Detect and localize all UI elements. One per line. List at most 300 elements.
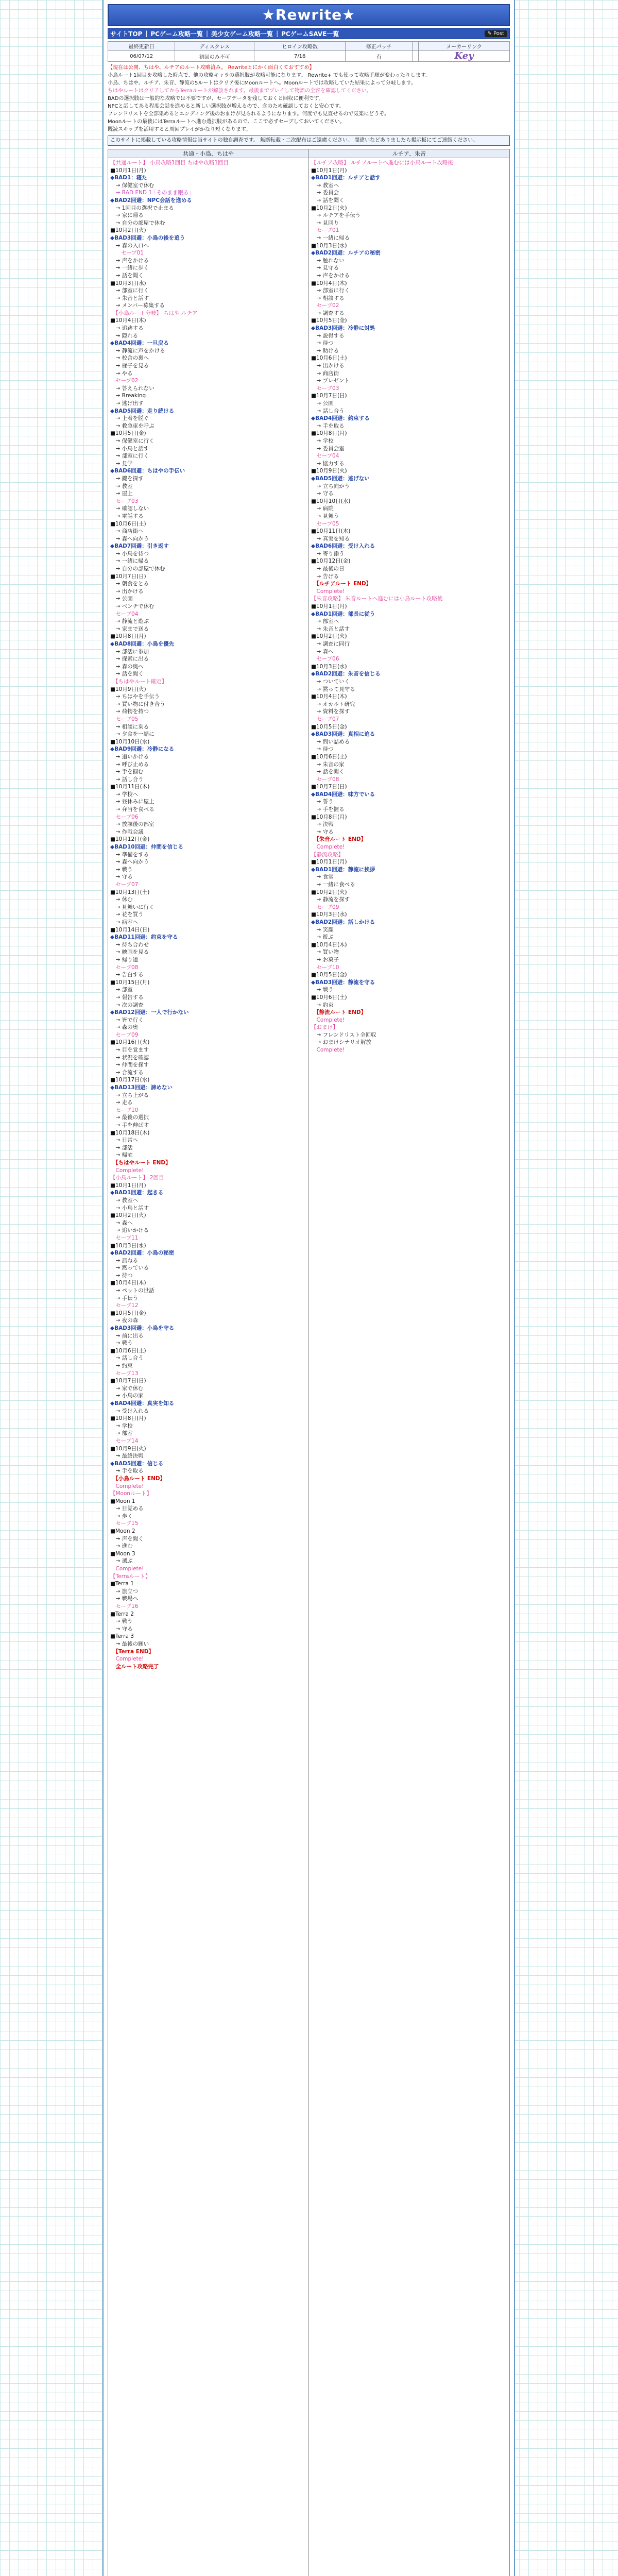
route-step: ◆BAD2回避：話しかける xyxy=(311,919,375,925)
walkthrough-line: → 部室に行く xyxy=(110,453,149,460)
meta-header: 最終更新日 xyxy=(108,42,175,51)
walkthrough-line: → 確認しない xyxy=(110,505,149,512)
date-heading: ■10月7日(日) xyxy=(311,393,347,399)
walkthrough-line: → 合流する xyxy=(110,1069,144,1076)
walkthrough-line: → 手を掴む xyxy=(110,769,144,775)
walkthrough-line: → 保健室で休む xyxy=(110,182,154,189)
walkthrough-line: → ベンチで休む xyxy=(110,603,154,610)
walkthrough-line: → BAD END 1 ｢そのまま眠る｣ xyxy=(110,190,192,196)
walkthrough-line: → 隠れる xyxy=(110,332,139,339)
route-step: ◆BAD4回避：味方でいる xyxy=(311,791,375,798)
date-heading: ■10月12日(金) xyxy=(311,558,351,565)
walkthrough-line: → 状況を確認 xyxy=(110,1054,149,1061)
game-meta-table xyxy=(108,41,510,62)
walkthrough-line: → 相談に乗る xyxy=(110,723,149,730)
walkthrough-line: → 食堂 xyxy=(311,874,334,880)
walkthrough-line: → 真実を知る xyxy=(311,535,350,542)
column-header-right: ルチア、朱音 xyxy=(309,149,510,158)
walkthrough-line: → 声を聞く xyxy=(110,1535,144,1542)
save-note: セーブ06 xyxy=(311,656,339,663)
save-note: 【共通ルート】 小鳥攻略1回目 ちはや攻略1回目 xyxy=(110,160,229,166)
date-heading: ■10月10日(水) xyxy=(311,498,351,504)
walkthrough-line: → 屋上 xyxy=(110,490,133,497)
date-heading: ■10月5日(金) xyxy=(311,723,347,730)
walkthrough-line: → 説得する xyxy=(311,332,345,339)
walkthrough-line: → 部活 xyxy=(110,1144,133,1151)
save-note: セーブ06 xyxy=(110,814,139,820)
maker-link-cell[interactable] xyxy=(419,51,510,62)
date-heading: ■10月5日(金) xyxy=(311,972,347,978)
walkthrough-line: → 話し合う xyxy=(110,1355,144,1362)
walkthrough-line: → 放課後の部室 xyxy=(110,821,154,828)
date-heading: ■10月4日(木) xyxy=(110,1280,146,1286)
walkthrough-line: 【朱音ルート END】 xyxy=(311,836,367,843)
walkthrough-line: → 協力する xyxy=(311,460,345,467)
date-heading: ■10月1日(月) xyxy=(110,1182,146,1189)
date-heading: ■Moon 2 xyxy=(110,1528,135,1535)
walkthrough-line: → 約束 xyxy=(110,1363,133,1369)
walkthrough-line: → Breaking xyxy=(110,393,146,399)
route-step: ◆BAD3回避：小鳥の後を追う xyxy=(110,234,185,241)
walkthrough-line: → 一緒に帰る xyxy=(110,558,149,565)
date-heading: ■10月3日(水) xyxy=(110,1242,146,1249)
walkthrough-line: → 家で休む xyxy=(110,1385,144,1392)
walkthrough-line: → 公園 xyxy=(311,400,334,406)
post-button[interactable]: ✎ Post xyxy=(485,30,507,37)
save-note: セーブ10 xyxy=(110,1107,139,1113)
notice-line: 小鳥ルート1回目を攻略した時点で、他の攻略キャラの選択肢が攻略可能になります。 Rewrite+ でも使って攻略手順が変わったりします。 xyxy=(108,73,431,78)
route-step: ◆BAD7回避：引き返す xyxy=(110,543,169,550)
walkthrough-line: → 待つ xyxy=(311,340,334,347)
meta-header: メーカーリンク xyxy=(419,42,510,51)
date-heading: ■10月3日(水) xyxy=(110,280,146,286)
walkthrough-line: → 弁当を食べる xyxy=(110,806,154,813)
route-step: ◆BAD9回避：冷静になる xyxy=(110,746,175,753)
walkthrough-line: → 夕食を一緒に xyxy=(110,731,154,738)
meta-header-empty xyxy=(413,42,419,51)
walkthrough-line: → 上着を脱ぐ xyxy=(110,415,149,422)
walkthrough-line: → 受け入れる xyxy=(110,1408,149,1414)
save-note: セーブ09 xyxy=(311,904,339,910)
route-step: ◆BAD6回避：受け入れる xyxy=(311,543,375,550)
save-note: 【小鳥ルート分岐】 ちはや ルチア xyxy=(110,310,198,316)
walkthrough-line: → 森へ向かう xyxy=(110,859,149,866)
walkthrough-line: → 立ち向かう xyxy=(311,483,350,489)
save-note: セーブ12 xyxy=(110,1302,139,1309)
walkthrough-line: → 立ち上がる xyxy=(110,1092,149,1098)
walkthrough-line: → 追いかける xyxy=(110,753,149,760)
walkthrough-line: → 家に帰る xyxy=(110,212,144,219)
walkthrough-line: → 小鳥と話す xyxy=(110,1205,149,1211)
left-column-list xyxy=(110,159,306,1670)
meta-value-discless: 初回のみ不可 xyxy=(175,51,254,62)
walkthrough-line: → ついていく xyxy=(311,678,350,685)
nav-link-site-top[interactable]: サイトTOP xyxy=(110,30,143,38)
date-heading: ■10月3日(水) xyxy=(311,911,347,918)
walkthrough-line: → 保健室に行く xyxy=(110,437,154,444)
walkthrough-line: → 朝食をとる xyxy=(110,581,149,587)
page-container xyxy=(102,0,515,2576)
notice-line: 既読スキップを活用すると周回プレイがかなり短くなります。 xyxy=(108,127,251,132)
save-note: 【ちはやルート確定】 xyxy=(110,678,167,685)
route-step: ◆BAD1回避：静流に挨拶 xyxy=(311,866,375,873)
walkthrough-line: → 助ける xyxy=(311,347,339,354)
walkthrough-line: → フレンドリスト全回収 xyxy=(311,1031,376,1038)
walkthrough-line: → 最後の願い xyxy=(110,1640,149,1647)
notice-line: BADの選択肢は一般的な攻略では不要ですが、セーブデータを残しておくと回収に便利です。 xyxy=(108,96,324,101)
walkthrough-line: → 森の入口へ xyxy=(110,242,149,249)
walkthrough-line: → 1回目の選択で止まる xyxy=(110,205,174,211)
walkthrough-line: → 小鳥の家 xyxy=(110,1393,144,1399)
walkthrough-line: → 声をかける xyxy=(311,272,350,279)
date-heading: ■10月11日(木) xyxy=(311,528,351,535)
walkthrough-line: → 学校へ xyxy=(110,791,139,798)
walkthrough-line: → 話を聞く xyxy=(311,769,345,775)
walkthrough-line: → 旅立つ xyxy=(110,1588,139,1595)
date-heading: ■10月10日(水) xyxy=(110,738,150,745)
route-step: ◆BAD1：寝た xyxy=(110,175,147,181)
route-step: ◆BAD3回避：小鳥を守る xyxy=(110,1325,175,1332)
walkthrough-line: → 調査する xyxy=(311,310,345,316)
walkthrough-line: → 守る xyxy=(311,828,334,835)
walkthrough-line: 全ルート攻略完了 xyxy=(110,1663,159,1670)
date-heading: ■10月4日(木) xyxy=(311,693,347,700)
save-note: Complete! xyxy=(311,588,345,595)
save-note: セーブ16 xyxy=(110,1603,139,1609)
notice-line: Moonルートの最後にはTerraルートへ進む選択肢があるので、ここで必ずセーブしておいてください。 xyxy=(108,119,345,125)
notice-line: 小鳥、ちはや、ルチア、朱音、静流の5ルートはクリア後にMoonルートへ。Moonルートでは攻略していた結果によって分岐します。 xyxy=(108,80,416,86)
walkthrough-line: → 触れない xyxy=(311,257,345,264)
save-note: セーブ02 xyxy=(110,378,139,384)
maker-logo[interactable]: Key xyxy=(454,50,474,61)
walkthrough-line: → 夜の森 xyxy=(110,1317,139,1324)
walkthrough-line: → 静流に声をかける xyxy=(110,347,165,354)
walkthrough-line: → 守る xyxy=(311,490,334,497)
nav-link-save[interactable]: PCゲームSAVE一覧 xyxy=(281,30,339,38)
walkthrough-line: → 作戦会議 xyxy=(110,828,144,835)
date-heading: ■Moon 1 xyxy=(110,1498,135,1504)
walkthrough-line: → 歩く xyxy=(110,1513,133,1519)
route-step: ◆BAD1回避：ルチアと話す xyxy=(311,175,381,181)
route-step: ◆BAD6回避：ちはやの手伝い xyxy=(110,468,185,474)
walkthrough-line: → 病室へ xyxy=(110,919,139,925)
walkthrough-line: → 遊ぶ xyxy=(311,934,334,941)
walkthrough-line: → 黙って見守る xyxy=(311,686,355,692)
walkthrough-line: → 戦う xyxy=(110,1340,133,1347)
walkthrough-line: → 決戦 xyxy=(311,821,334,828)
walkthrough-line: → 告白する xyxy=(110,972,144,978)
notice-line: フレンドリストを全部集めるとエンディング後のおまけが見られるようになります。何度でも見直せるので気楽にどうぞ。 xyxy=(108,111,390,117)
walkthrough-line: → 部室に行く xyxy=(311,287,350,294)
walkthrough-line: → 話し合う xyxy=(311,408,345,414)
walkthrough-line: → 朱音と話す xyxy=(110,295,149,301)
walkthrough-line: → 見舞いに行く xyxy=(110,904,154,910)
date-heading: ■Terra 2 xyxy=(110,1611,134,1617)
date-heading: ■Moon 3 xyxy=(110,1550,135,1557)
date-heading: ■10月14日(日) xyxy=(110,926,150,933)
walkthrough-line: 【小鳥ルート END】 xyxy=(110,1475,166,1482)
walkthrough-line: → 報告する xyxy=(110,994,144,1001)
walkthrough-line: → 森の奥へ xyxy=(110,663,144,670)
date-heading: ■10月6日(土) xyxy=(110,1347,146,1354)
walkthrough-line: → 商店街 xyxy=(311,370,339,377)
walkthrough-line: → 探索に出る xyxy=(110,656,149,663)
walkthrough-line: → 見守る xyxy=(311,265,339,272)
save-note: セーブ07 xyxy=(110,882,139,888)
route-step: ◆BAD12回避：一人で行かない xyxy=(110,1009,189,1016)
save-note: Complete! xyxy=(110,1566,144,1572)
walkthrough-line: → 森へ xyxy=(311,648,334,655)
walkthrough-line: → 自分の部屋で休む xyxy=(110,566,165,572)
date-heading: ■10月1日(月) xyxy=(311,859,347,866)
nav-separator: | xyxy=(206,30,209,37)
walkthrough-line: → やる xyxy=(110,370,133,377)
walkthrough-line: → 答えられない xyxy=(110,385,154,392)
route-step: ◆BAD10回避：仲間を信じる xyxy=(110,844,184,851)
walkthrough-line: → 委員会室 xyxy=(311,445,345,452)
save-note: セーブ01 xyxy=(110,250,144,257)
date-heading: ■10月2日(火) xyxy=(311,633,347,640)
walkthrough-line: → 朱音の家 xyxy=(311,761,345,768)
save-note: 【おまけ】 xyxy=(311,1024,338,1031)
walkthrough-line: → 黙っている xyxy=(110,1265,149,1272)
save-note: セーブ11 xyxy=(110,1234,139,1241)
save-note: セーブ01 xyxy=(311,227,339,234)
walkthrough-line: → 見舞う xyxy=(311,513,339,519)
walkthrough-line: → 校舎の裏へ xyxy=(110,355,149,362)
save-note: 【Terraルート】 xyxy=(110,1573,151,1580)
walkthrough-line: → 小鳥と話す xyxy=(110,445,149,452)
save-note: セーブ07 xyxy=(311,716,339,722)
walkthrough-line: → 最後の選択 xyxy=(110,1114,149,1121)
walkthrough-line: → 一緒に食べる xyxy=(311,882,355,888)
save-note: セーブ08 xyxy=(110,964,139,971)
save-note: 【静流攻略】 xyxy=(311,851,344,858)
walkthrough-line: → 家まで送る xyxy=(110,625,149,632)
walkthrough-line: → 逃げ出す xyxy=(110,400,144,406)
walkthrough-line: → 部室に行く xyxy=(110,287,149,294)
route-step: ◆BAD2回避：朱音を信じる xyxy=(311,671,381,677)
route-step: ◆BAD5回避：逃げない xyxy=(311,475,370,482)
save-note: セーブ02 xyxy=(311,302,339,309)
save-note: Complete! xyxy=(110,1167,144,1174)
walkthrough-line: → 森の奥 xyxy=(110,1024,139,1031)
walkthrough-line: → 笑顔 xyxy=(311,926,334,933)
route-step: ◆BAD2回避：ルチアの秘密 xyxy=(311,250,381,257)
walkthrough-line: → 約束 xyxy=(311,1002,334,1008)
save-note: 【朱音攻略】 朱音ルートへ進むには小鳥ルート攻略後 xyxy=(311,596,443,602)
walkthrough-line: → 帰宅 xyxy=(110,1152,133,1159)
date-heading: ■10月4日(木) xyxy=(311,280,347,286)
walkthrough-line: → 委員会 xyxy=(311,190,339,196)
walkthrough-line: → ペットの世話 xyxy=(110,1287,154,1294)
route-step: ◆BAD4回避：一旦戻る xyxy=(110,340,169,347)
walkthrough-line: → 待つ xyxy=(110,1272,133,1279)
route-step: ◆BAD1回避：部長に従う xyxy=(311,611,375,617)
walkthrough-line: → 出かける xyxy=(311,363,345,369)
save-note: セーブ13 xyxy=(110,1370,139,1377)
nav-link-pc-game[interactable]: PCゲーム攻略一覧 xyxy=(150,30,203,38)
walkthrough-line: → 公園 xyxy=(110,596,133,602)
meta-header: ディスクレス xyxy=(175,42,254,51)
date-heading: ■10月6日(土) xyxy=(110,520,146,527)
date-heading: ■Terra 3 xyxy=(110,1633,134,1640)
walkthrough-line: → 森へ xyxy=(110,1219,133,1226)
walkthrough-line: → 部室 xyxy=(110,1430,133,1437)
walkthrough-line: → 見回り xyxy=(311,219,339,226)
walkthrough-line: → 話し合う xyxy=(110,776,144,783)
walkthrough-line: → 次の調査 xyxy=(110,1002,144,1008)
walkthrough-line: → 走る xyxy=(110,1099,133,1106)
walkthrough-line: → 呼び止める xyxy=(110,761,149,768)
walkthrough-line: → 映画を見る xyxy=(110,949,149,956)
walkthrough-line: → 待つ xyxy=(311,746,334,753)
save-note: 【小鳥ルート】 2回目 xyxy=(110,1175,164,1181)
save-note: Complete! xyxy=(110,1483,144,1489)
route-step: ◆BAD2回避：小鳥の秘密 xyxy=(110,1250,175,1257)
walkthrough-line: → 守る xyxy=(110,1625,133,1632)
save-note: Complete! xyxy=(110,1656,144,1663)
walkthrough-line: → 話を聞く xyxy=(110,272,144,279)
meta-header: 修正パッチ xyxy=(346,42,413,51)
walkthrough-line: → 部活に参加 xyxy=(110,648,149,655)
banner-title: ★Rewrite★ xyxy=(262,6,356,23)
walkthrough-line: → 朱音と話す xyxy=(311,625,350,632)
walkthrough-line: → ルチアを手伝う xyxy=(311,212,361,219)
meta-value-date: 06/07/12 xyxy=(108,51,175,62)
date-heading: ■10月1日(月) xyxy=(311,603,347,610)
date-heading: ■10月6日(土) xyxy=(311,994,347,1001)
walkthrough-line: → 待ち合わせ xyxy=(110,941,149,948)
walkthrough-line: → 相談する xyxy=(311,295,345,301)
route-step: ◆BAD3回避：真相に迫る xyxy=(311,731,375,738)
date-heading: ■Terra 1 xyxy=(110,1581,134,1587)
notice-line: 【現在は公開、ちはや、ルチアのルート攻略済み。 Rewriteとにかく面白くておすすめ】 xyxy=(108,65,315,71)
walkthrough-line: → 学校 xyxy=(311,437,334,444)
walkthrough-line: → 教室 xyxy=(110,483,133,489)
date-heading: ■10月9日(火) xyxy=(110,1445,146,1452)
date-heading: ■10月5日(金) xyxy=(110,430,146,437)
walkthrough-line: → 教室へ xyxy=(311,182,339,189)
walkthrough-line: → 仲間を探す xyxy=(110,1062,149,1069)
walkthrough-line: → 一緒に歩く xyxy=(110,265,149,272)
date-heading: ■10月7日(日) xyxy=(311,784,347,790)
notice-line: NPCと話してある程度会話を進めると新しい選択肢が増えるので、念のため確認しておくと安心です。 xyxy=(108,104,345,109)
save-note: セーブ05 xyxy=(110,716,139,722)
notice-line: ちはやルートはクリアしてからTerraルートが解放されます。最後までプレイして物語の全容を確認してください。 xyxy=(108,88,372,94)
walkthrough-line: → 問い詰める xyxy=(311,738,350,745)
nav-separator: | xyxy=(145,30,148,37)
walkthrough-line: → 進む xyxy=(110,1543,133,1550)
walkthrough-line: → 休む xyxy=(110,896,133,903)
route-step: ◆BAD1回避：起きる xyxy=(110,1190,164,1196)
route-step: ◆BAD3回避：静流を守る xyxy=(311,979,375,986)
date-heading: ■10月8日(月) xyxy=(311,814,347,820)
walkthrough-line: → 調査に同行 xyxy=(311,641,350,647)
nav-separator: | xyxy=(276,30,279,37)
walkthrough-line: → 皆で行く xyxy=(110,1016,144,1023)
save-note: セーブ09 xyxy=(110,1031,139,1038)
route-step: ◆BAD4回避：真実を知る xyxy=(110,1400,175,1406)
date-heading: ■10月7日(日) xyxy=(110,573,146,580)
walkthrough-line: → 手伝う xyxy=(110,1295,139,1301)
walkthrough-line: → 資料を探す xyxy=(311,708,350,715)
walkthrough-line: → 準備をする xyxy=(110,851,149,858)
top-navbar xyxy=(108,28,510,39)
walkthrough-line: → 戦う xyxy=(110,866,133,873)
route-step: ◆BAD2回避：NPC会話を進める xyxy=(110,197,192,204)
save-note: セーブ14 xyxy=(110,1437,139,1444)
walkthrough-line: → 追跡する xyxy=(110,325,144,332)
walkthrough-line: → 選ぶ xyxy=(110,1558,133,1565)
route-step: ◆BAD8回避：小鳥を優先 xyxy=(110,641,175,647)
walkthrough-line: → 訊ねる xyxy=(110,1257,139,1264)
walkthrough-line: → 小鳥を待つ xyxy=(110,550,149,557)
meta-value-empty xyxy=(413,51,419,62)
walkthrough-left-cell xyxy=(108,158,309,2576)
save-note: セーブ03 xyxy=(311,385,339,392)
walkthrough-line: → 話を聞く xyxy=(110,671,144,677)
save-note: セーブ08 xyxy=(311,776,339,783)
walkthrough-line: → 追いかける xyxy=(110,1227,149,1234)
save-note: Complete! xyxy=(311,1016,345,1023)
save-note: セーブ10 xyxy=(311,964,339,971)
date-heading: ■10月17日(水) xyxy=(110,1077,150,1083)
walkthrough-line: → オカルト研究 xyxy=(311,701,355,707)
walkthrough-line: → 部室 xyxy=(110,987,133,993)
walkthrough-line: → 出かける xyxy=(110,588,144,595)
date-heading: ■10月4日(木) xyxy=(311,941,347,948)
save-note: 【Moonルート】 xyxy=(110,1490,152,1497)
walkthrough-line: → 買い物に付き合う xyxy=(110,701,165,707)
meta-value-patch: 有 xyxy=(346,51,413,62)
date-heading: ■10月13日(土) xyxy=(110,889,150,895)
date-heading: ■10月12日(金) xyxy=(110,836,150,843)
walkthrough-line: → 手を握る xyxy=(311,806,345,813)
date-heading: ■10月1日(月) xyxy=(110,167,146,174)
walkthrough-line: → 静流と遊ぶ xyxy=(110,618,149,625)
date-heading: ■10月5日(金) xyxy=(110,1310,146,1316)
site-banner xyxy=(108,4,510,26)
walkthrough-line: → 帰り道 xyxy=(110,956,139,963)
walkthrough-line: → 学校 xyxy=(110,1422,133,1429)
route-step: ◆BAD5回避：走り続ける xyxy=(110,408,175,414)
date-heading: ■10月2日(火) xyxy=(110,1212,146,1219)
walkthrough-table xyxy=(108,149,510,2576)
walkthrough-line: → 花を買う xyxy=(110,911,144,918)
date-heading: ■10月2日(火) xyxy=(311,205,347,211)
save-note: セーブ04 xyxy=(110,611,139,617)
date-heading: ■10月1日(月) xyxy=(311,167,347,174)
date-heading: ■10月6日(土) xyxy=(311,355,347,362)
date-heading: ■10月8日(月) xyxy=(311,430,347,437)
meta-value-heroines: 7/16 xyxy=(254,51,346,62)
date-heading: ■10月3日(水) xyxy=(311,242,347,249)
walkthrough-line: → 守る xyxy=(110,874,133,880)
walkthrough-line: → 鍵を探す xyxy=(110,475,144,482)
save-note: セーブ05 xyxy=(311,520,339,527)
walkthrough-line: → 救急車を呼ぶ xyxy=(110,422,154,429)
route-step: ◆BAD13回避：諦めない xyxy=(110,1084,173,1091)
walkthrough-line: → 話を聞く xyxy=(311,197,345,204)
walkthrough-right-cell xyxy=(309,158,510,2576)
walkthrough-line: → 教室へ xyxy=(110,1197,139,1204)
route-step: ◆BAD3回避：冷静に対処 xyxy=(311,325,375,332)
walkthrough-line: → 戦う xyxy=(110,1618,133,1625)
date-heading: ■10月15日(月) xyxy=(110,979,150,986)
nav-link-bishoujo[interactable]: 美少女ゲーム攻略一覧 xyxy=(211,30,273,38)
walkthrough-line: → 最後の日 xyxy=(311,566,345,572)
